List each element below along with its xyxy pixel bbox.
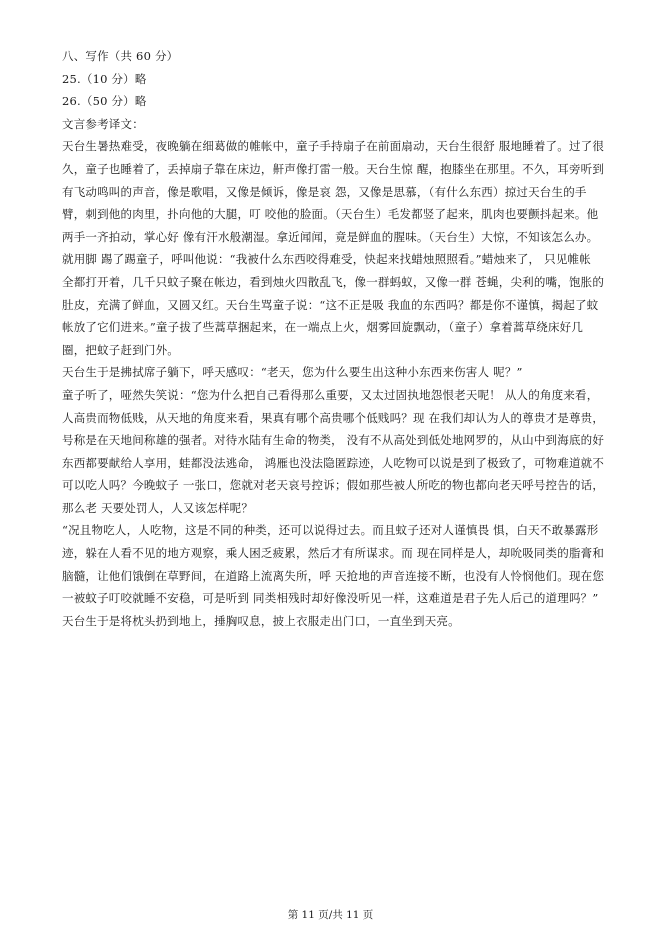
text-line: 那么老 天要处罚人，人又该怎样呢？	[62, 500, 254, 515]
answer-line-25: 25.（10 分）略	[62, 71, 147, 86]
text-line: 迹，躲在人看不见的地方观察，乘人困乏疲累，然后才有所谋求。而 现在同样是人，却吮吸同类的脂膏和	[62, 546, 605, 561]
text-line: 可以吃人吗？今晚蚊子 一张口，您就对老天哀号控诉；假如那些被人所吃的物也都向老天呼号控告的话，	[62, 478, 605, 493]
text-line: 脑髓，让他们饿倒在草野间，在道路上流离失所，呼 天抢地的声音连接不断，也没有人怜悯他们。现在您	[62, 568, 605, 583]
text-line: 天台生于是将枕头扔到地上，捶胸叹息，披上衣服走出门口，一直坐到天亮。	[62, 613, 460, 628]
text-line: 天台生于是拂拭席子躺下，呼天感叹：“老天，您为什么要生出这种小东西来伤害人 呢？”	[62, 365, 523, 380]
text-line: 两手一齐拍动，掌心好 像有汗水般潮湿。拿近闻闻，竟是鲜血的腥味。（天台生）大惊，不知该怎么办。	[62, 229, 599, 244]
text-line: 童子听了，哑然失笑说：“您为什么把自己看得那么重要，又太过固执地怨恨老天呢！ 从人的角度来看，	[62, 387, 599, 402]
text-line: 人高贵而物低贱，从天地的角度来看，果真有哪个高贵哪个低贱吗？现 在我们却认为人的尊贵才是尊贵，	[62, 410, 605, 425]
text-line: 久，童子也睡着了，丢掉扇子靠在床边，鼾声像打雷一般。天台生惊 醒，抱膝坐在那里。不久，耳旁听到	[62, 161, 605, 176]
text-line: 一被蚊子叮咬就睡不安稳，可是听到 同类相残时却好像没听见一样，这难道是君子先人后己的道理吗？”	[62, 591, 599, 606]
text-line: 臂，刺到他的肉里，扑向他的大腿，叮 咬他的脸面。（天台生）毛发都竖了起来，肌肉也要颤抖起来。他	[62, 207, 599, 222]
text-line: 东西都要献给人享用，蛙都没法逃命， 鸿雁也没法隐匿踪迹，人吃物可以说是到了极致了，可物难道就不	[62, 455, 605, 470]
text-line: 圈，把蚊子赶到门外。	[62, 342, 179, 357]
text-line: 肚皮，充满了鲜血，又圆又红。天台生骂童子说：“这不正是吸 我血的东西吗？都是你不谨慎，揭起了蚊	[62, 297, 599, 312]
text-line: 号称是在天地间称雄的强者。对待水陆有生命的物类， 没有不从高处到低处地网罗的，从山中到海底的好	[62, 433, 605, 448]
document-body	[62, 45, 607, 632]
text-line: 天台生暑热难受，夜晚躺在细葛做的帷帐中，童子手持扇子在前面扇动，天台生很舒 服地睡着了。过了很	[62, 139, 605, 154]
answer-line-26: 26.（50 分）略	[62, 94, 147, 109]
section-heading-writing: 八、写作（共 60 分）	[62, 49, 179, 63]
text-line: 帐放了它们进来。”童子拔了些蒿草捆起来，在一端点上火，烟雾回旋飘动，（童子）拿着蒿草绕床好几	[62, 320, 584, 335]
text-line: 就用脚 踢了踢童子，呼叫他说：“我被什么东西咬得难受，快起来找蜡烛照照看。”蜡烛来了， 只见帷帐	[62, 252, 591, 267]
translation-heading: 文言参考译文：	[62, 116, 144, 131]
page-number-footer: 第 11 页/共 11 页	[287, 909, 374, 921]
text-line: “况且物吃人，人吃物，这是不同的种类，还可以说得过去。而且蚊子还对人谨慎畏 惧，白天不敢暴露形	[62, 523, 599, 538]
text-line: 有飞动鸣叫的声音，像是歌唱，又像是倾诉，像是哀 怨，又像是思慕，（有什么东西）掠过天台生的手	[62, 184, 587, 199]
text-line: 全都打开着，几千只蚊子聚在帐边，看到烛火四散乱飞，像一群蚂蚁，又像一群 苍蝇，尖利的嘴，饱胀的	[62, 274, 605, 289]
